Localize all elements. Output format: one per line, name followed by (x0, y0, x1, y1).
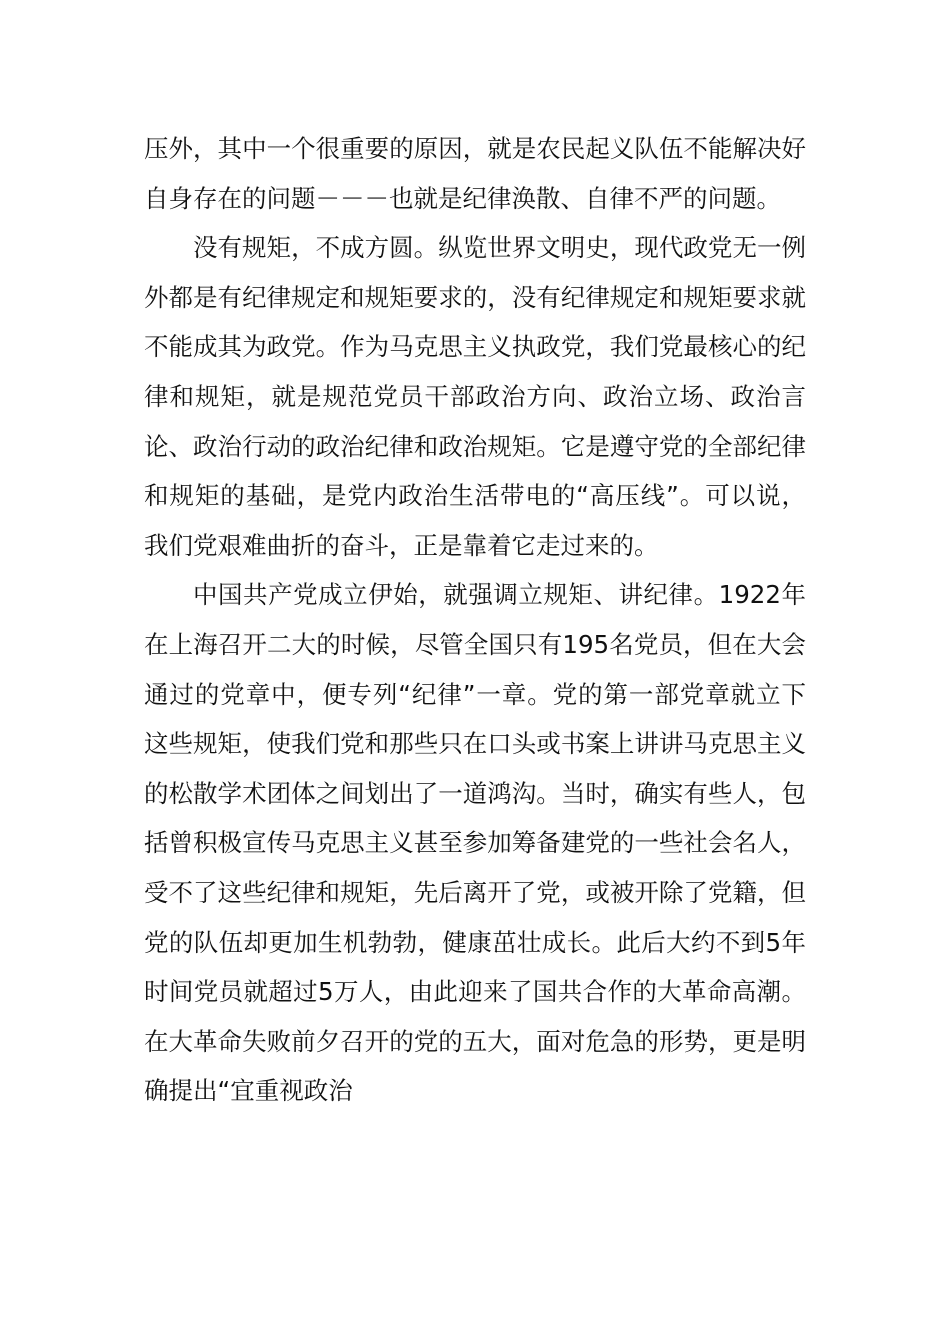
paragraph-2: 没有规矩，不成方圆。纵览世界文明史，现代政党无一例外都是有纪律规定和规矩要求的，没有纪律规定和规矩要求就不能成其为政党。作为马克思主义执政党，我们党最核心的纪律和规矩，就是规范党员干部政治方向、政治立场、政治言论、政治行动的政治纪律和政治规矩。它是遵守党的全部纪律和规矩的基础，是党内政治生活带电的“高压线”。可以说，我们党艰难曲折的奋斗，正是靠着它走过来的。 (144, 233, 806, 560)
paragraph-1: 压外，其中一个很重要的原因，就是农民起义队伍不能解决好自身存在的问题－－－也就是纪律涣散、自律不严的问题。 (144, 134, 806, 213)
document-page (144, 124, 806, 1116)
paragraph-3: 中国共产党成立伊始，就强调立规矩、讲纪律。1922年在上海召开二大的时候，尽管全国只有195名党员，但在大会通过的党章中，便专列“纪律”一章。党的第一部党章就立下这些规矩，使我们党和那些只在口头或书案上讲讲马克思主义的松散学术团体之间划出了一道鸿沟。当时，确实有些人，包括曾积极宣传马克思主义甚至参加筹备建党的一些社会名人，受不了这些纪律和规矩，先后离开了党，或被开除了党籍，但党的队伍却更加生机勃勃，健康茁壮成长。此后大约不到5年时间党员就超过5万人，由此迎来了国共合作的大革命高潮。在大革命失败前夕召开的党的五大，面对危急的形势，更是明确提出“宜重视政治 (144, 580, 806, 1106)
